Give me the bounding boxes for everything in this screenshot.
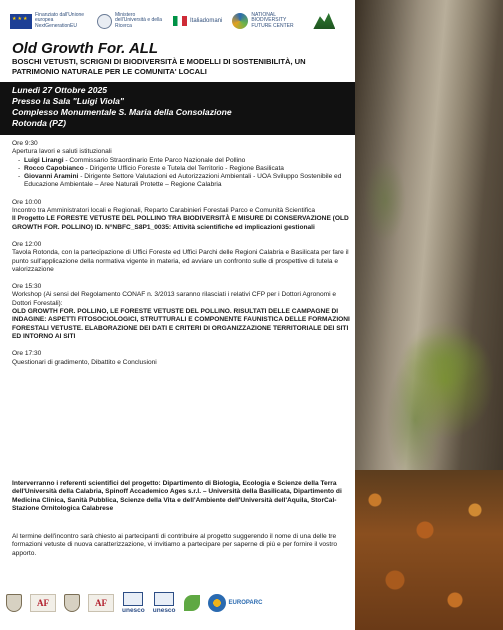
speaker-item — [18, 157, 352, 165]
program-slot — [12, 283, 352, 341]
scientific-referents: Interverranno i referenti scientifici del progetto: Dipartimento di Biologia, Ecologia e Scienze della Terra dell'Università della Calabria, Spinoff Accademico Ages s.r.l. – Università della Basilicata, Dipartimento di Medicina Clinica, Sanità Pubblica, Scienze della Vita e dell'Ambiente dell'Università dell'Aquila, StorCal-Stazione Ornitologica Calabrese — [12, 480, 342, 512]
closing-note: Al termine dell'incontro sarà chiesto ai partecipanti di contribuire al progetto suggerendo il nome di una delle tre formazioni vetuste di nuova caratterizzazione, vi invitiamo a partecipare per saperne di più e per fornire il vostro apporto. — [12, 533, 338, 557]
event-date: Lunedì 27 Ottobre 2025 — [12, 85, 108, 95]
partner-logos-top — [0, 8, 355, 34]
seal-icon — [97, 14, 112, 29]
speaker-list — [12, 157, 352, 190]
slot-time: Ore 10:00 — [12, 198, 42, 206]
mountain-logo-icon — [313, 13, 335, 29]
italiadomani-logo-text: Italiadomani — [190, 17, 223, 24]
pollino-logo — [313, 13, 335, 29]
italiadomani-logo — [173, 16, 222, 26]
partner-logos-bottom — [6, 588, 351, 618]
leaf-logo-icon — [184, 595, 200, 611]
nbfc-logo-text: NATIONAL BIODIVERSITY FUTURE CENTER — [251, 11, 294, 29]
eu-logo-text: Finanziato dall'Unione europea NextGenerationEU — [35, 11, 85, 29]
crest-icon — [64, 594, 80, 612]
speaker-name: Rocco Capobianco — [24, 164, 84, 172]
slot-text: Incontro tra Amministratori locali e Regionali, Reparto Carabinieri Forestali Parco e Comunità Scientifica — [12, 207, 316, 215]
af-logo: AF — [30, 594, 56, 612]
slot-text: Apertura lavori e saluti istituzionali — [12, 148, 112, 156]
speaker-item — [18, 173, 352, 190]
nbfc-logo — [232, 13, 303, 30]
unesco-text: unesco — [122, 607, 145, 614]
slot-text: Workshop (Ai sensi del Regolamento CONAF n. 3/2013 saranno rilasciati i relativi CFP per i Dottori Agronomi e Dottori Forestali): — [12, 291, 337, 307]
page-subtitle: BOSCHI VETUSTI, SCRIGNI DI BIODIVERSITÀ E MODELLI DI SOSTENIBILITÀ, UN PATRIMONIO NATURALE PER LE COMUNITA' LOCALI — [12, 57, 306, 76]
europarc-text: EUROPARC — [228, 600, 263, 606]
unesco-temple-icon — [154, 592, 174, 606]
forest-photo — [355, 0, 503, 630]
slot-time: Ore 12:00 — [12, 240, 42, 248]
af-logo-2: AF — [88, 594, 114, 612]
leaf-litter-ground — [355, 470, 503, 630]
speaker-role: - Dirigente Ufficio Foreste e Tutela del Territorio - Regione Basilicata — [83, 164, 284, 172]
slot-text: Tavola Rotonda, con la partecipazione di Uffici Foreste ed Uffici Parchi delle Regioni Calabria e Basilicata per fare il punto sull'applicazione della normativa vigente in materia, ed avviare un confronto sulle di prospettive di tutela e valorizzazione — [12, 249, 349, 273]
program — [12, 140, 352, 376]
event-complex: Complesso Monumentale S. Maria della Consolazione — [12, 107, 232, 117]
crest-icon — [6, 594, 22, 612]
moss-texture — [395, 320, 495, 440]
event-town: Rotonda (PZ) — [12, 118, 66, 128]
page-title: Old Growth For. ALL — [12, 40, 159, 57]
eu-flag-icon — [10, 14, 32, 29]
ministero-logo-text: Ministero dell'Università e della Ricerca — [115, 11, 163, 29]
unesco-logo — [122, 592, 145, 614]
event-banner — [0, 82, 355, 135]
speaker-role: - Dirigente Settore Valutazioni ed Autorizzazioni Ambientali - UOA Sviluppo Sostenibile ed Educazione Ambientale – Aree Naturali Protette – Regione Calabria — [24, 173, 342, 189]
event-venue: Presso la Sala "Luigi Viola" — [12, 96, 124, 106]
program-slot — [12, 140, 352, 190]
slot-highlight: Il Progetto LE FORESTE VETUSTE DEL POLLINO TRA BIODIVERSITÀ E MISURE DI CONSERVAZIONE (OLD GROWTH FOR. POLLINO) ID. N°NBFC_S8P1_0035: Attività scientifiche ed implicazioni gestionali — [12, 215, 349, 231]
program-slot — [12, 199, 352, 232]
slot-time: Ore 9:30 — [12, 140, 38, 147]
europarc-logo — [208, 594, 263, 612]
speaker-item — [18, 165, 352, 173]
unesco-logo-2 — [153, 592, 176, 614]
slot-time: Ore 17:30 — [12, 350, 42, 358]
slot-highlight: OLD GROWTH FOR. POLLINO, LE FORESTE VETUSTE DEL POLLINO. RISULTATI DELLE CAMPAGNE DI INDAGINE: ASPETTI FITOSOCIOLOGICI, STRUTTURALI E COMPONENTE FAUNISTICA DELLE FORMAZIONI FORESTALI VETUSTE. ELABORAZIONE DEI DATI E CRITERI DI ORGANIZZAZIONE TERRITORIALE DEI SITI ED INTORNO AI SITI — [12, 308, 350, 340]
europarc-star-icon — [208, 594, 226, 612]
ministero-logo — [97, 13, 163, 30]
program-slot — [12, 350, 352, 367]
slot-text: Questionari di gradimento, Dibattito e Conclusioni — [12, 358, 157, 366]
speaker-name: Luigi Lirangi — [24, 156, 64, 164]
nbfc-icon — [232, 13, 248, 29]
speaker-role: - Commissario Straordinario Ente Parco Nazionale del Pollino — [63, 156, 246, 164]
unesco-text: unesco — [152, 607, 176, 614]
unesco-temple-icon — [123, 592, 143, 606]
program-slot — [12, 241, 352, 274]
italy-flag-icon — [173, 16, 187, 26]
eu-logo — [10, 13, 87, 30]
speaker-name: Giovanni Aramini — [24, 173, 79, 181]
slot-time: Ore 15:30 — [12, 283, 42, 291]
